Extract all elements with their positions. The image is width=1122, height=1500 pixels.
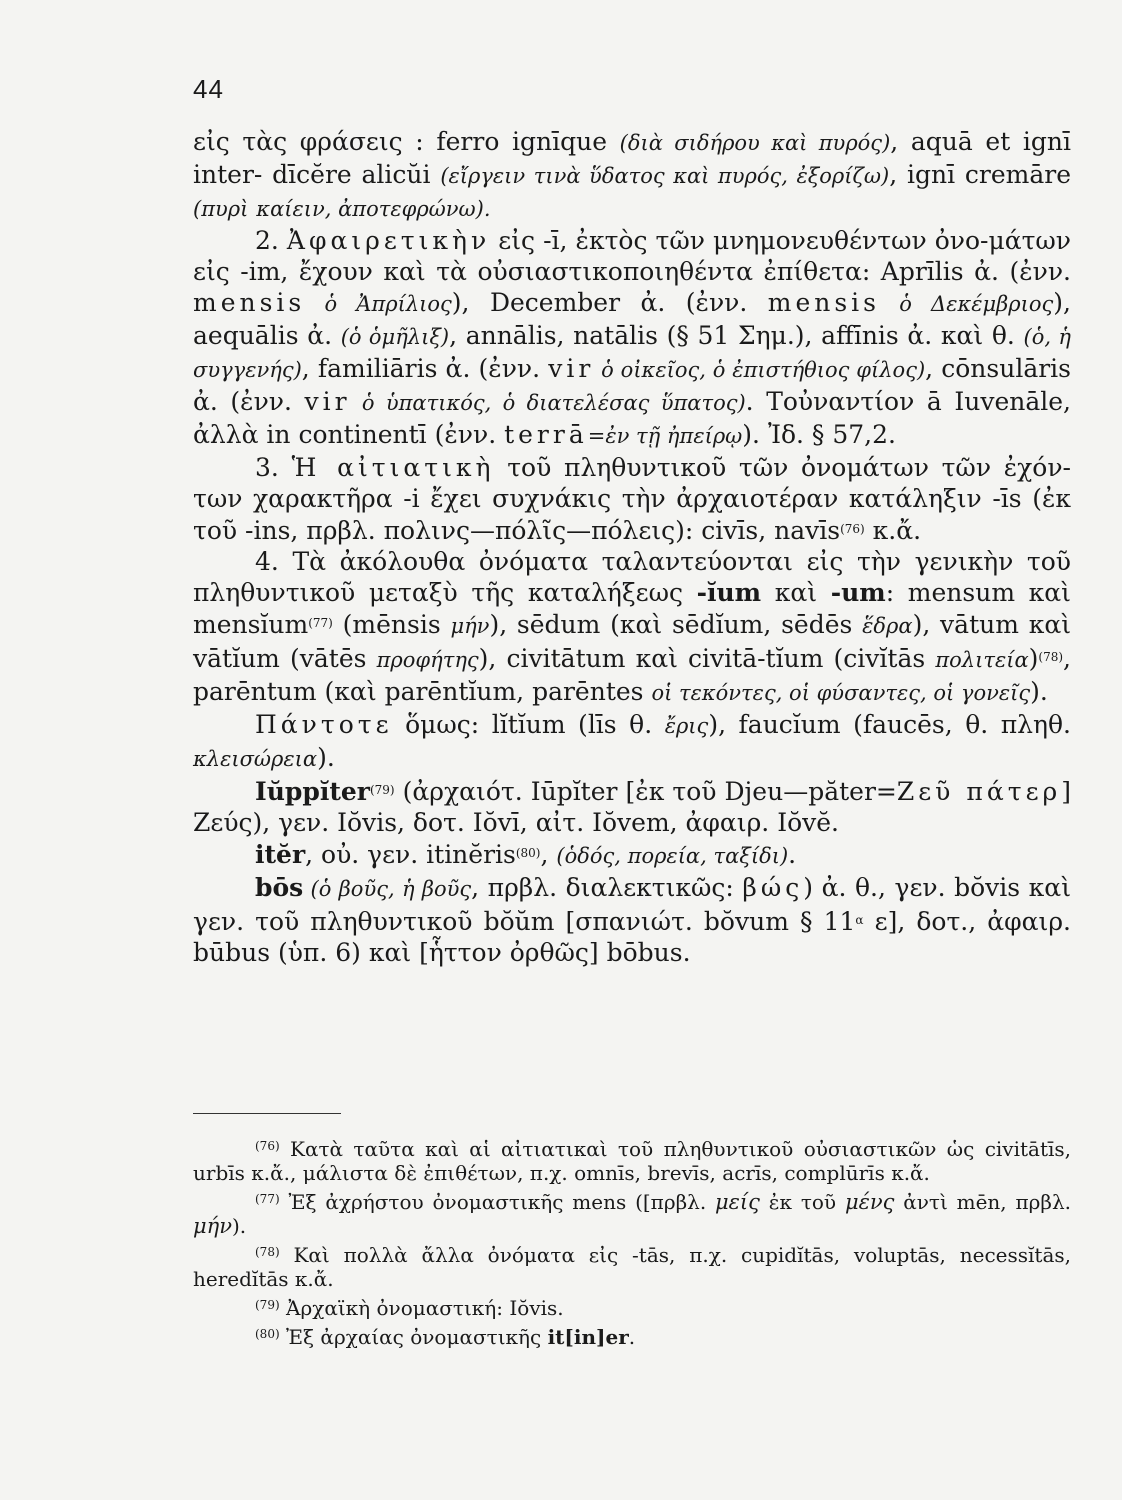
footnote-ref-78[interactable]: (78) <box>1038 650 1064 664</box>
paragraph-2: 2. Ἀφαιρετικὴν εἰς -ī, ἐκτὸς τῶν μνημονευθέντων ὀνο-μάτων εἰς -im, ἔχουν καὶ τὰ οὐσιαστικοποιηθέντα ἐπίθετα: Aprīlis ἀ. (ἐνν. mensis ὁ Ἀπρίλιος), December ἀ. (ἐνν. mensis ὁ Δεκέμβριος), aequālis ἀ. (ὁ ὁμῆλιξ), annālis, natālis (§ 51 Σημ.), affīnis ἀ. καὶ θ. (ὁ, ἡ συγγενής), familiāris ἀ. (ἐνν. vir ὁ οἰκεῖος, ὁ ἐπιστήθιος φίλος), cōnsulāris ἀ. (ἐνν. vir ὁ ὑπατικός, ὁ διατελέσας ὕπατος). Τοὐναντίον ā Iuvenāle, ἀλλὰ in continentī (ἐνν. terrā=ἐν τῇ ἠπείρῳ). Ἰδ. § 57,2. <box>193 226 1072 449</box>
footnote-ref-80[interactable]: (80) <box>515 846 541 860</box>
body-text <box>193 126 1071 968</box>
term-accusative: Ἡ αἰτιατικὴ <box>291 453 495 482</box>
footnote-78: $^{(78)}$ Καὶ πολλὰ ἄλλα ὀνόματα εἰς -tās, π.χ. cupidĭtās, voluptās, necessĭtās, heredĭtās κ.ἄ. <box>193 1243 1071 1291</box>
entry-iter: itĕr, οὐ. γεν. itinĕris$^{(80)}$, (ὁδός, πορεία, ταξίδι). <box>255 840 797 869</box>
footnote-77: $^{(77)}$ Ἐξ ἀχρήστου ὀνομαστικῆς mens ([πρβλ. μείς ἐκ τοῦ μένς ἀντὶ mēn, πρβλ. μήν). <box>193 1190 1071 1238</box>
entry-iuppiter: Iŭppĭter$^{(79)}$ (ἀρχαιότ. Iūpĭter [ἐκ τοῦ Djeu—păter=Ζεῦ πάτερ] Ζεύς), γεν. Iŏvis, δοτ. Iŏvī, αἰτ. Iŏvem, ἀφαιρ. Iŏvĕ. <box>193 777 1071 837</box>
footnote-ref-76[interactable]: (76) <box>840 522 865 536</box>
paragraph-4: 4. Τὰ ἀκόλουθα ὀνόματα ταλαντεύονται εἰς τὴν γενικὴν τοῦ πληθυντικοῦ μεταξὺ τῆς καταλήξεως -ĭum καὶ -um: mensum καὶ mensĭum$^{(77)}$ (mēnsis μήν), sēdum (καὶ sēdĭum, sēdēs ἕδρα), vātum καὶ vātĭum (vātēs προφήτης), civitātum καὶ civitā-tĭum (civĭtās πολιτεία)$^{(78)}$, parēntum (καὶ parēntĭum, parēntes οἱ τεκόντες, οἱ φύσαντες, οἱ γονεῖς). <box>193 547 1072 706</box>
footnotes <box>193 1134 1071 1351</box>
entry-bos: bōs (ὁ βοῦς, ἡ βοῦς, πρβλ. διαλεκτικῶς: βώς) ἀ. θ., γεν. bŏvis καὶ γεν. τοῦ πληθυντικοῦ bŏŭm [σπανιώτ. bŏvum § $11^\alpha$ ε], δοτ., ἀφαιρ. būbus (ὑπ. 6) καὶ [ἧττον ὀρθῶς] bōbus. <box>193 873 1071 967</box>
footnote-80: $^{(80)}$ Ἐξ ἀρχαίας ὀνομαστικῆς it[in]er. <box>255 1325 636 1349</box>
footnote-ref-77[interactable]: (77) <box>308 616 333 630</box>
footnote-divider <box>193 1113 341 1114</box>
page-number: 44 <box>193 74 224 104</box>
paragraph-pantote: Πάντοτε ὅμως: lĭtĭum (līs θ. ἔρις), faucĭum (faucēs, θ. πληθ. κλεισώρεια). <box>193 710 1071 772</box>
footnote-ref-79[interactable]: (79) <box>369 783 395 797</box>
paragraph-3: 3. Ἡ αἰτιατικὴ τοῦ πληθυντικοῦ τῶν ὀνομάτων τῶν ἐχόν-των χαρακτῆρα -i ἔχει συχνάκις τὴν ἀρχαιοτέραν κατάληξιν -īs (ἐκ τοῦ -ins, πρβλ. πολινς—πόλῖς—πόλεις): civīs, navīs$^{(76)}$ κ.ἄ. <box>193 453 1071 545</box>
intro-paragraph: εἰς τὰς φράσεις : ferro ignīque (διὰ σιδήρου καὶ πυρός), aquā et ignī inter- dīcĕre alicŭi (εἴργειν τινὰ ὕδατος καὶ πυρός, ἐξορίζω), ignī cremāre (πυρὶ καίειν, ἀποτεφρώνω). <box>193 127 1071 221</box>
term-ablative: Ἀφαιρετικὴν <box>286 226 491 255</box>
footnote-76: $^{(76)}$ Κατὰ ταῦτα καὶ αἱ αἰτιατικαὶ τοῦ πληθυντικοῦ οὐσιαστικῶν ὡς civitātīs, urbīs κ.ἄ., μάλιστα δὲ ἐπιθέτων, π.χ. omnīs, brevīs, acrīs, complūrīs κ.ἄ. <box>193 1137 1071 1185</box>
footnote-79: $^{(79)}$ Ἀρχαϊκὴ ὀνομαστική: Iŏvis. <box>255 1296 564 1320</box>
